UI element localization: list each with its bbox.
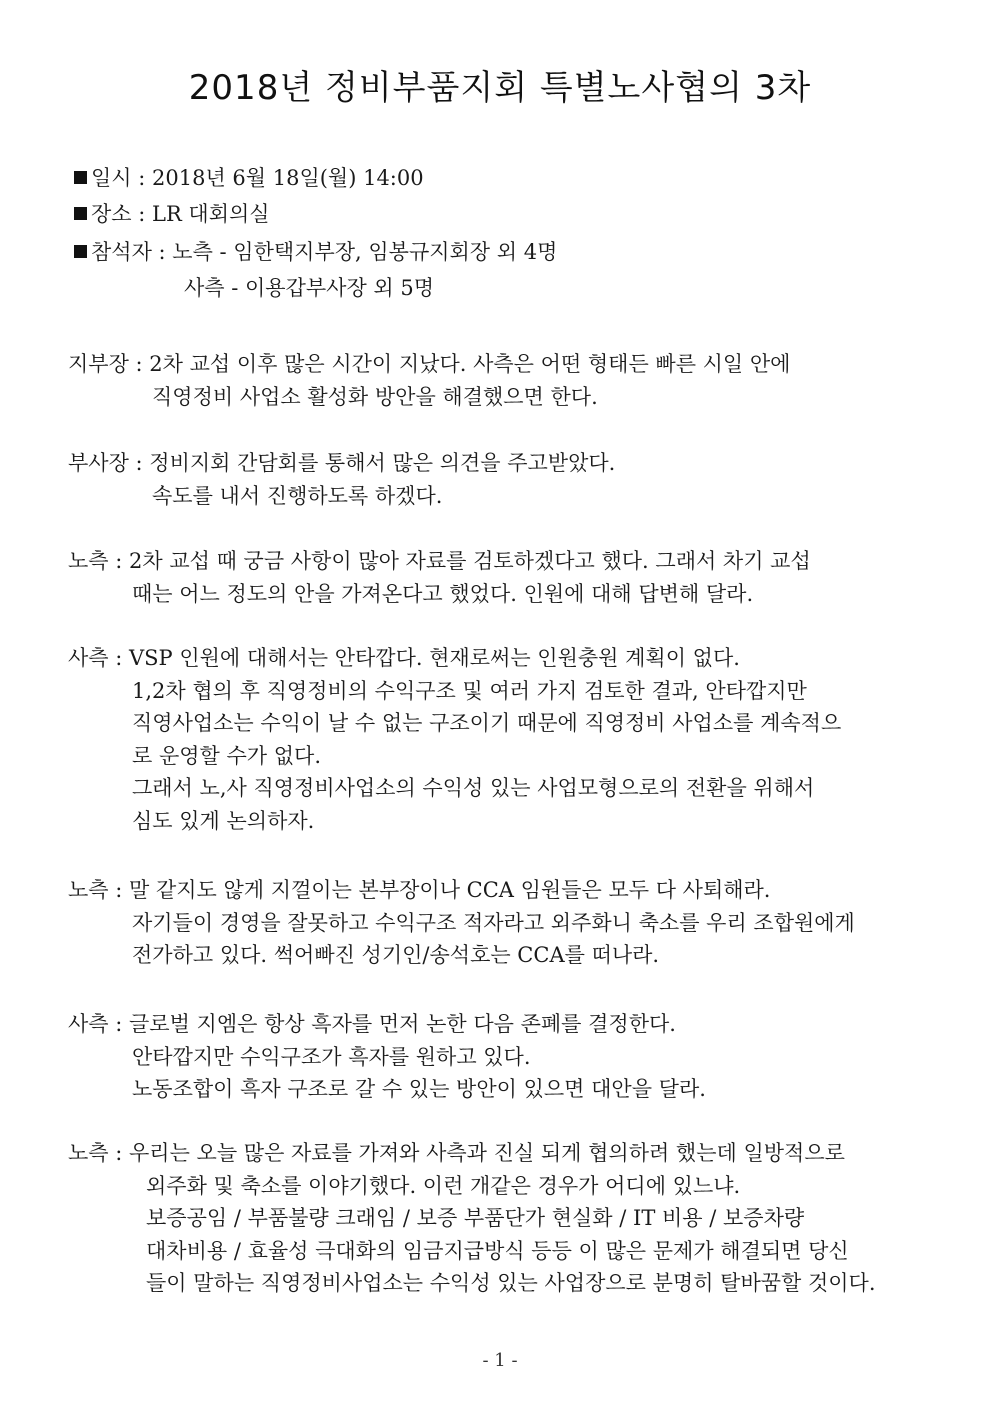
statement-line: 심도 있게 논의하자. — [132, 808, 315, 833]
statement-line: 직영정비 사업소 활성화 방안을 해결했으면 한다. — [152, 384, 598, 409]
statement-line: 사측 : VSP 인원에 대해서는 안타깝다. 현재로써는 인원충원 계획이 없다. — [68, 646, 740, 670]
statement-line: 자기들이 경영을 잘못하고 수익구조 적자라고 외주화니 축소를 우리 조합원에게 — [132, 910, 855, 935]
statement-line: 외주화 및 축소를 이야기했다. 이런 개같은 경우가 어디에 있느냐. — [146, 1173, 741, 1198]
statement-union-3 — [68, 1137, 928, 1300]
statement-line: 때는 어느 정도의 안을 가져온다고 했었다. 인원에 대해 답변해 달라. — [132, 581, 754, 606]
statement-line: 들이 말하는 직영정비사업소는 수익성 있는 사업장으로 분명히 탈바꿈할 것이다. — [146, 1271, 876, 1295]
square-bullet-icon — [74, 245, 87, 258]
statement-line: 안타깝지만 수익구조가 흑자를 원하고 있다. — [132, 1044, 531, 1069]
meeting-date: 일시 : 2018년 6월 18일(월) 14:00 — [74, 163, 424, 193]
statement-vice-president — [68, 447, 928, 512]
statement-line: 사측 : 글로벌 지엠은 항상 흑자를 먼저 논한 다음 존폐를 결정한다. — [68, 1012, 676, 1036]
statement-line: 속도를 내서 진행하도록 하겠다. — [152, 483, 443, 508]
page-number: - 1 - — [482, 1350, 518, 1371]
meeting-place: 장소 : LR 대회의실 — [74, 199, 270, 229]
statement-management-2 — [68, 1008, 928, 1106]
statement-line: 전가하고 있다. 썩어빠진 성기인/송석호는 CCA를 떠나라. — [132, 943, 660, 967]
statement-management-1 — [68, 642, 928, 837]
statement-line: 1,2차 협의 후 직영정비의 수익구조 및 여러 가지 검토한 결과, 안타깝지만 — [132, 678, 807, 703]
statement-branch-chief — [68, 348, 928, 413]
square-bullet-icon — [74, 171, 87, 184]
statement-line: 로 운영할 수가 없다. — [132, 743, 321, 768]
statement-line: 노측 : 말 같지도 않게 지껄이는 본부장이나 CCA 임원들은 모두 다 사퇴해라. — [68, 878, 771, 902]
statement-line: 노동조합이 흑자 구조로 갈 수 있는 방안이 있으면 대안을 달라. — [132, 1077, 706, 1101]
statement-line: 노측 : 2차 교섭 때 궁금 사항이 많아 자료를 검토하겠다고 했다. 그래서 차기 교섭 — [68, 549, 811, 573]
statement-union-2 — [68, 874, 928, 972]
statement-line: 직영사업소는 수익이 날 수 없는 구조이기 때문에 직영정비 사업소를 계속적으 — [132, 711, 842, 735]
document-title: 2018년 정비부품지회 특별노사협의 3차 — [188, 68, 812, 108]
meeting-attendees: 참석자 : 노측 - 임한택지부장, 임봉규지회장 외 4명 — [74, 237, 557, 267]
statement-union-1 — [68, 545, 928, 610]
statement-line: 그래서 노,사 직영정비사업소의 수익성 있는 사업모형으로의 전환을 위해서 — [132, 776, 815, 800]
square-bullet-icon — [74, 207, 87, 220]
statement-line: 보증공임 / 부품불량 크래임 / 보증 부품단가 현실화 / IT 비용 / 보증차량 — [146, 1206, 805, 1230]
statement-line: 노측 : 우리는 오늘 많은 자료를 가져와 사측과 진실 되게 협의하려 했는데 일방적으로 — [68, 1141, 845, 1165]
statement-line: 대차비용 / 효율성 극대화의 임금지급방식 등등 이 많은 문제가 해결되면 당신 — [146, 1238, 849, 1263]
statement-line: 부사장 : 정비지회 간담회를 통해서 많은 의견을 주고받았다. — [68, 451, 616, 475]
statement-line: 지부장 : 2차 교섭 이후 많은 시간이 지났다. 사측은 어떤 형태든 빠른 시일 안에 — [68, 352, 791, 376]
meeting-attendees-management: 사측 - 이용갑부사장 외 5명 — [184, 276, 435, 300]
